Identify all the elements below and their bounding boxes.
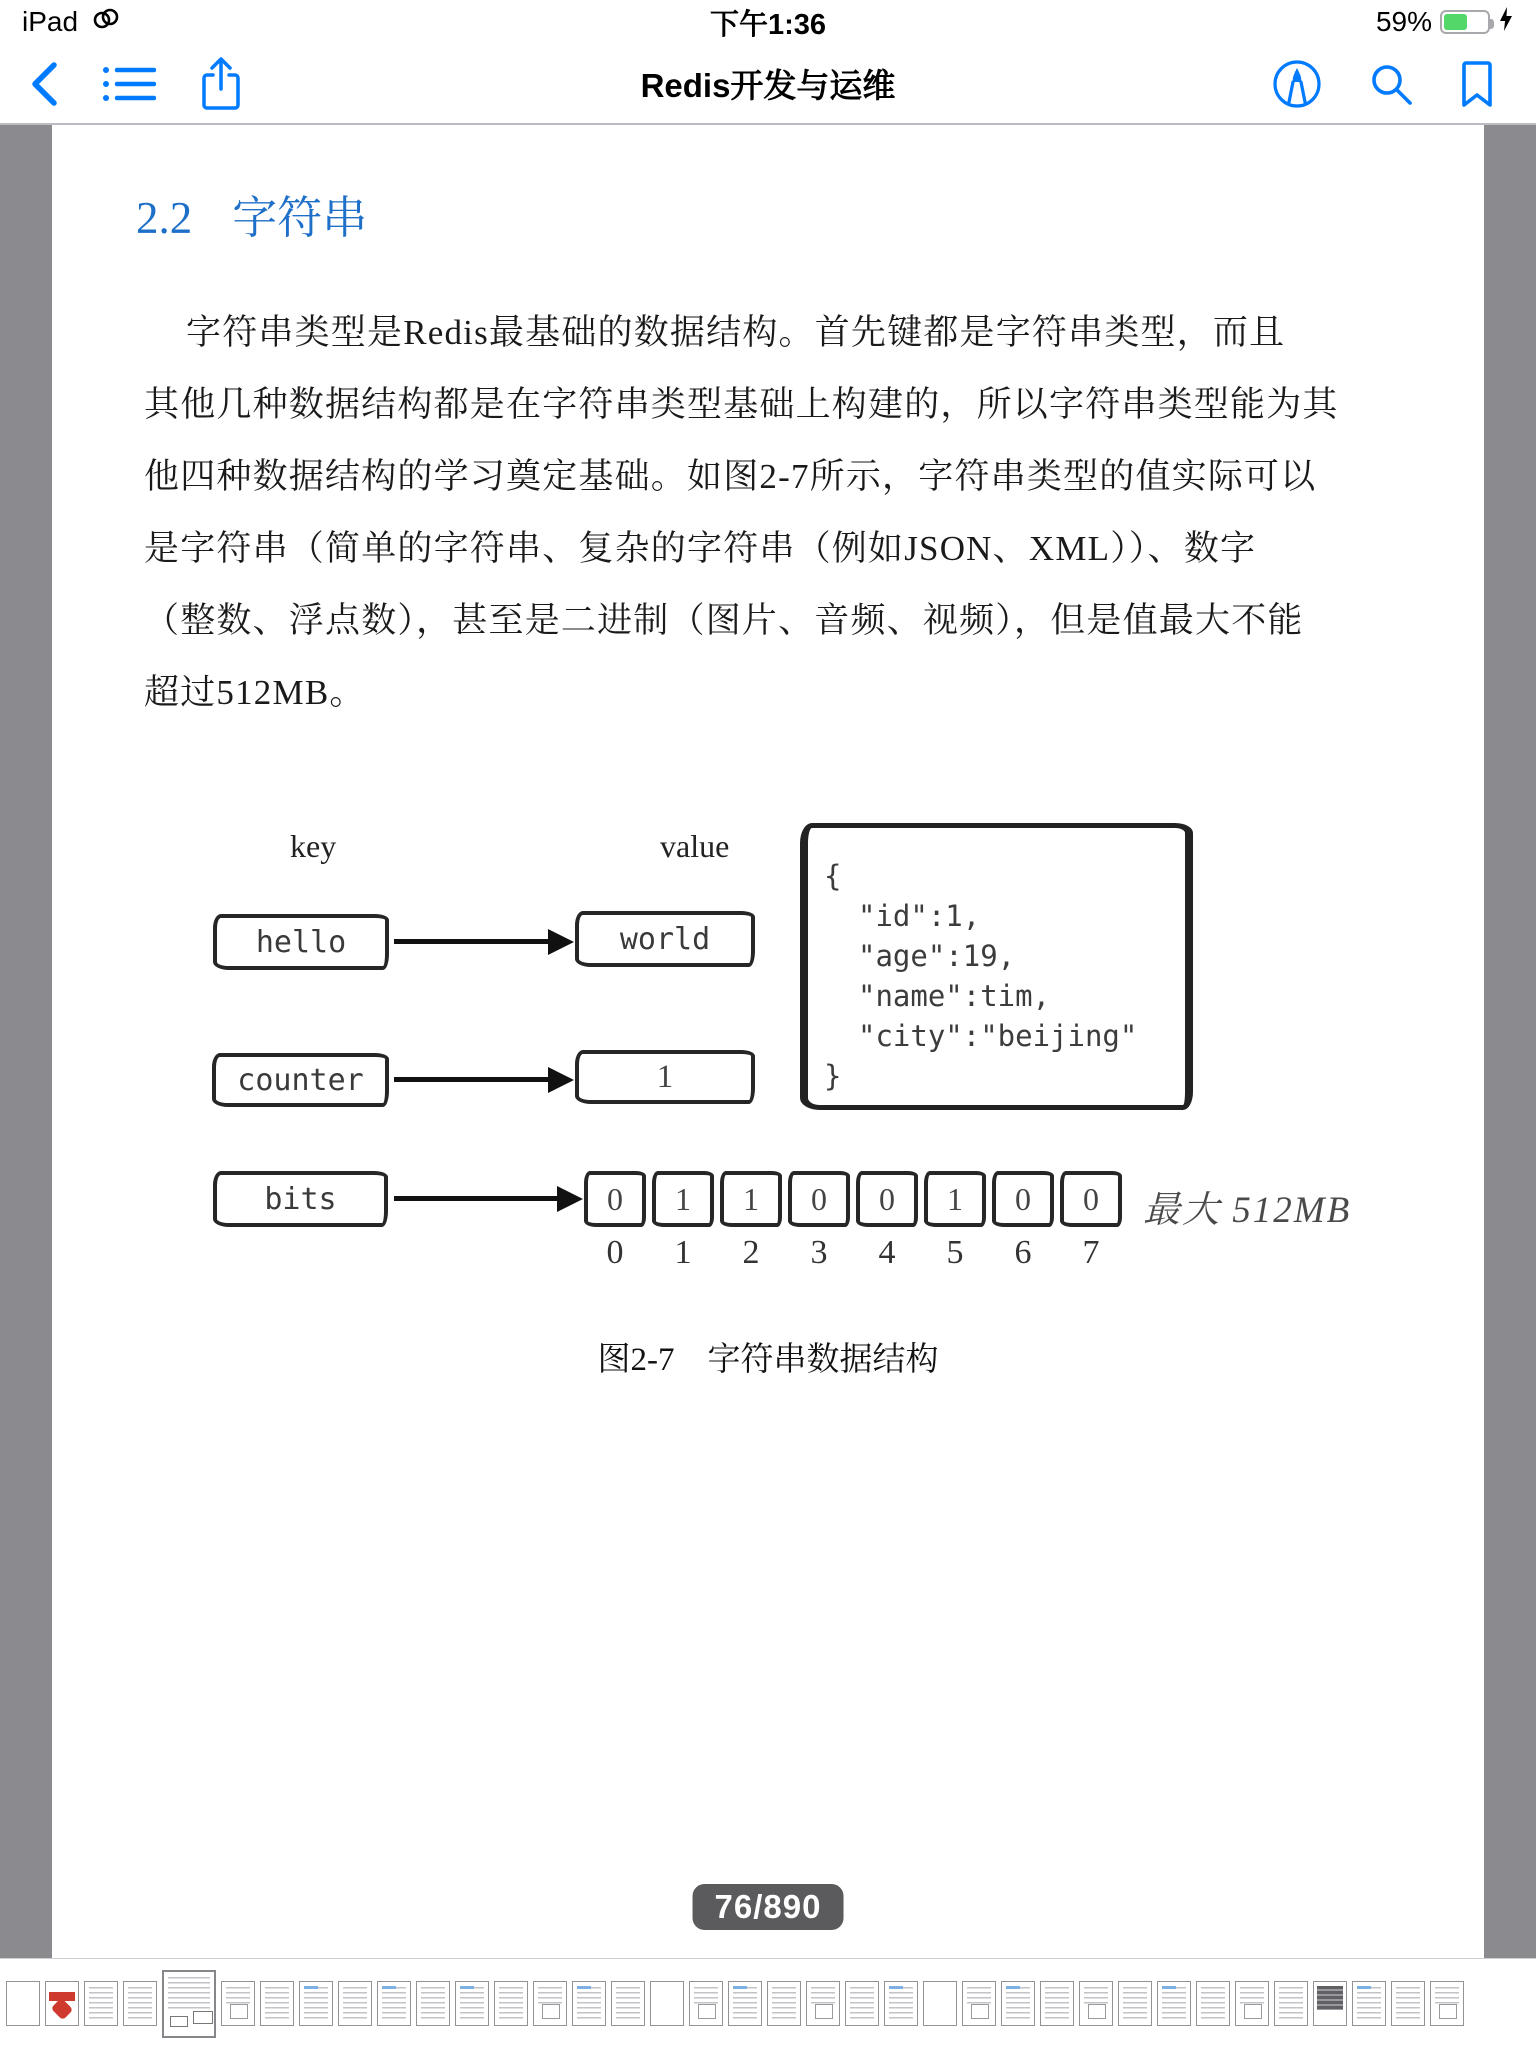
bit-cell: 1 — [924, 1171, 986, 1227]
search-button[interactable] — [1368, 61, 1414, 107]
page-thumbnail[interactable] — [572, 1981, 606, 2026]
bookmark-icon — [1460, 59, 1494, 109]
page-thumbnail[interactable] — [1391, 1981, 1425, 2026]
page-thumbnail[interactable] — [533, 1981, 567, 2026]
bit-index: 3 — [810, 1234, 828, 1271]
body-paragraph — [144, 297, 1402, 729]
search-icon — [1368, 61, 1414, 107]
body-text-line: 其他几种数据结构都是在字符串类型基础上构建的，所以字符串类型能为其 — [144, 385, 1339, 424]
figure-caption: 图2-7 字符串数据结构 — [597, 1342, 939, 1378]
page-thumbnail[interactable] — [338, 1981, 372, 2026]
page-thumbnail[interactable] — [221, 1981, 255, 2026]
clock: 下午1:36 — [709, 8, 827, 41]
page-thumbnail[interactable] — [650, 1981, 684, 2026]
list-bullets-icon — [102, 65, 156, 103]
body-text-line: （整数、浮点数），甚至是二进制（图片、音频、视频），但是值最大不能 — [144, 601, 1304, 640]
page-thumbnail[interactable] — [923, 1981, 957, 2026]
page-thumbnail[interactable] — [728, 1981, 762, 2026]
section-title: 字符串 — [232, 193, 368, 243]
bit-index: 2 — [742, 1234, 760, 1271]
page-thumbnail[interactable] — [1196, 1981, 1230, 2026]
page-thumbnail[interactable] — [45, 1981, 79, 2026]
page-thumbnail[interactable] — [1001, 1981, 1035, 2026]
json-line: "age":19, — [858, 939, 1016, 973]
page-thumbnail[interactable] — [806, 1981, 840, 2026]
nav-bar — [0, 44, 1536, 125]
page-thumbnail[interactable] — [377, 1981, 411, 2026]
reading-area — [0, 125, 1536, 1958]
bit-index: 0 — [606, 1234, 624, 1271]
annotate-button[interactable] — [1272, 59, 1322, 109]
key-column-label: key — [290, 828, 337, 864]
book-page[interactable] — [52, 125, 1484, 1958]
page-thumbnail[interactable] — [845, 1981, 879, 2026]
bit-index-row — [584, 1234, 1122, 1272]
page-thumbnail[interactable] — [1313, 1981, 1347, 2026]
battery-percent: 59% — [1375, 6, 1432, 37]
page-thumbnail[interactable] — [1274, 1981, 1308, 2026]
charging-bolt-icon — [1498, 6, 1514, 39]
battery-icon — [1440, 10, 1490, 34]
status-bar — [0, 0, 1536, 44]
page-thumbnail[interactable] — [6, 1981, 40, 2026]
share-button[interactable] — [200, 56, 242, 112]
body-text-line: 他四种数据结构的学习奠定基础。如图2-7所示，字符串类型的值实际可以 — [144, 457, 1317, 496]
page-thumbnail[interactable] — [1157, 1981, 1191, 2026]
pen-in-circle-icon — [1272, 59, 1322, 109]
page-thumbnail[interactable] — [689, 1981, 723, 2026]
bit-cell: 1 — [652, 1171, 714, 1227]
section-heading — [136, 181, 367, 246]
key-box-bits: bits — [213, 1171, 388, 1227]
chevron-back-icon — [30, 61, 58, 107]
page-thumbnail[interactable] — [84, 1981, 118, 2026]
section-number: 2.2 — [136, 193, 193, 243]
page-thumbnail[interactable] — [611, 1981, 645, 2026]
page-thumbnail[interactable] — [1430, 1981, 1464, 2026]
bit-index: 7 — [1082, 1234, 1100, 1271]
bit-cell: 0 — [788, 1171, 850, 1227]
key-box-counter: counter — [212, 1053, 389, 1107]
body-text-line: 超过512MB。 — [144, 673, 366, 712]
max-size-note: 最大 512MB — [1143, 1190, 1352, 1231]
body-text-line: 是字符串（简单的字符串、复杂的字符串（例如JSON、XML））、数字 — [144, 529, 1257, 568]
json-line: "city":"beijing" — [858, 1019, 1138, 1053]
bookmark-button[interactable] — [1460, 59, 1494, 109]
bit-index: 5 — [946, 1234, 964, 1271]
bit-index: 6 — [1014, 1234, 1032, 1271]
table-of-contents-button[interactable] — [102, 65, 156, 103]
bit-cell: 0 — [584, 1171, 646, 1227]
back-button[interactable] — [30, 61, 58, 107]
json-value-box — [800, 823, 1193, 1110]
thumbnail-strip[interactable] — [0, 1958, 1536, 2048]
bit-index: 4 — [878, 1234, 896, 1271]
value-box-counter: 1 — [575, 1050, 755, 1104]
share-icon — [200, 56, 242, 112]
bit-index: 1 — [674, 1234, 692, 1271]
bit-cell: 0 — [992, 1171, 1054, 1227]
page-title: Redis开发与运维 — [640, 67, 896, 104]
page-thumbnail[interactable] — [260, 1981, 294, 2026]
page-thumbnail[interactable] — [884, 1981, 918, 2026]
value-column-label: value — [660, 828, 730, 864]
bit-cell: 0 — [1060, 1171, 1122, 1227]
page-thumbnail[interactable] — [416, 1981, 450, 2026]
page-thumbnail[interactable] — [299, 1981, 333, 2026]
json-line: { — [824, 859, 842, 893]
page-thumbnail[interactable] — [1235, 1981, 1269, 2026]
page-thumbnail-current[interactable] — [162, 1970, 216, 2038]
bit-cell: 0 — [856, 1171, 918, 1227]
arrow-icon — [394, 939, 549, 944]
page-thumbnail[interactable] — [455, 1981, 489, 2026]
page-indicator-badge: 76/890 — [693, 1884, 844, 1930]
arrow-icon — [394, 1077, 549, 1082]
json-line: } — [824, 1059, 842, 1093]
value-box-world: world — [575, 911, 755, 967]
page-thumbnail[interactable] — [962, 1981, 996, 2026]
page-thumbnail[interactable] — [1352, 1981, 1386, 2026]
page-thumbnail[interactable] — [123, 1981, 157, 2026]
page-thumbnail[interactable] — [1118, 1981, 1152, 2026]
json-line: "name":tim, — [858, 979, 1051, 1013]
body-text-line: 字符串类型是Redis最基础的数据结构。首先键都是字符串类型，而且 — [186, 313, 1286, 352]
page-thumbnail[interactable] — [767, 1981, 801, 2026]
bit-cell: 1 — [720, 1171, 782, 1227]
key-box-hello: hello — [213, 914, 389, 970]
arrow-icon — [394, 1196, 558, 1201]
bit-array — [584, 1171, 1122, 1227]
page-thumbnail[interactable] — [494, 1981, 528, 2026]
page-thumbnail[interactable] — [1079, 1981, 1113, 2026]
page-thumbnail[interactable] — [1040, 1981, 1074, 2026]
json-line: "id":1, — [858, 899, 981, 933]
carrier-label: iPad — [22, 6, 79, 37]
